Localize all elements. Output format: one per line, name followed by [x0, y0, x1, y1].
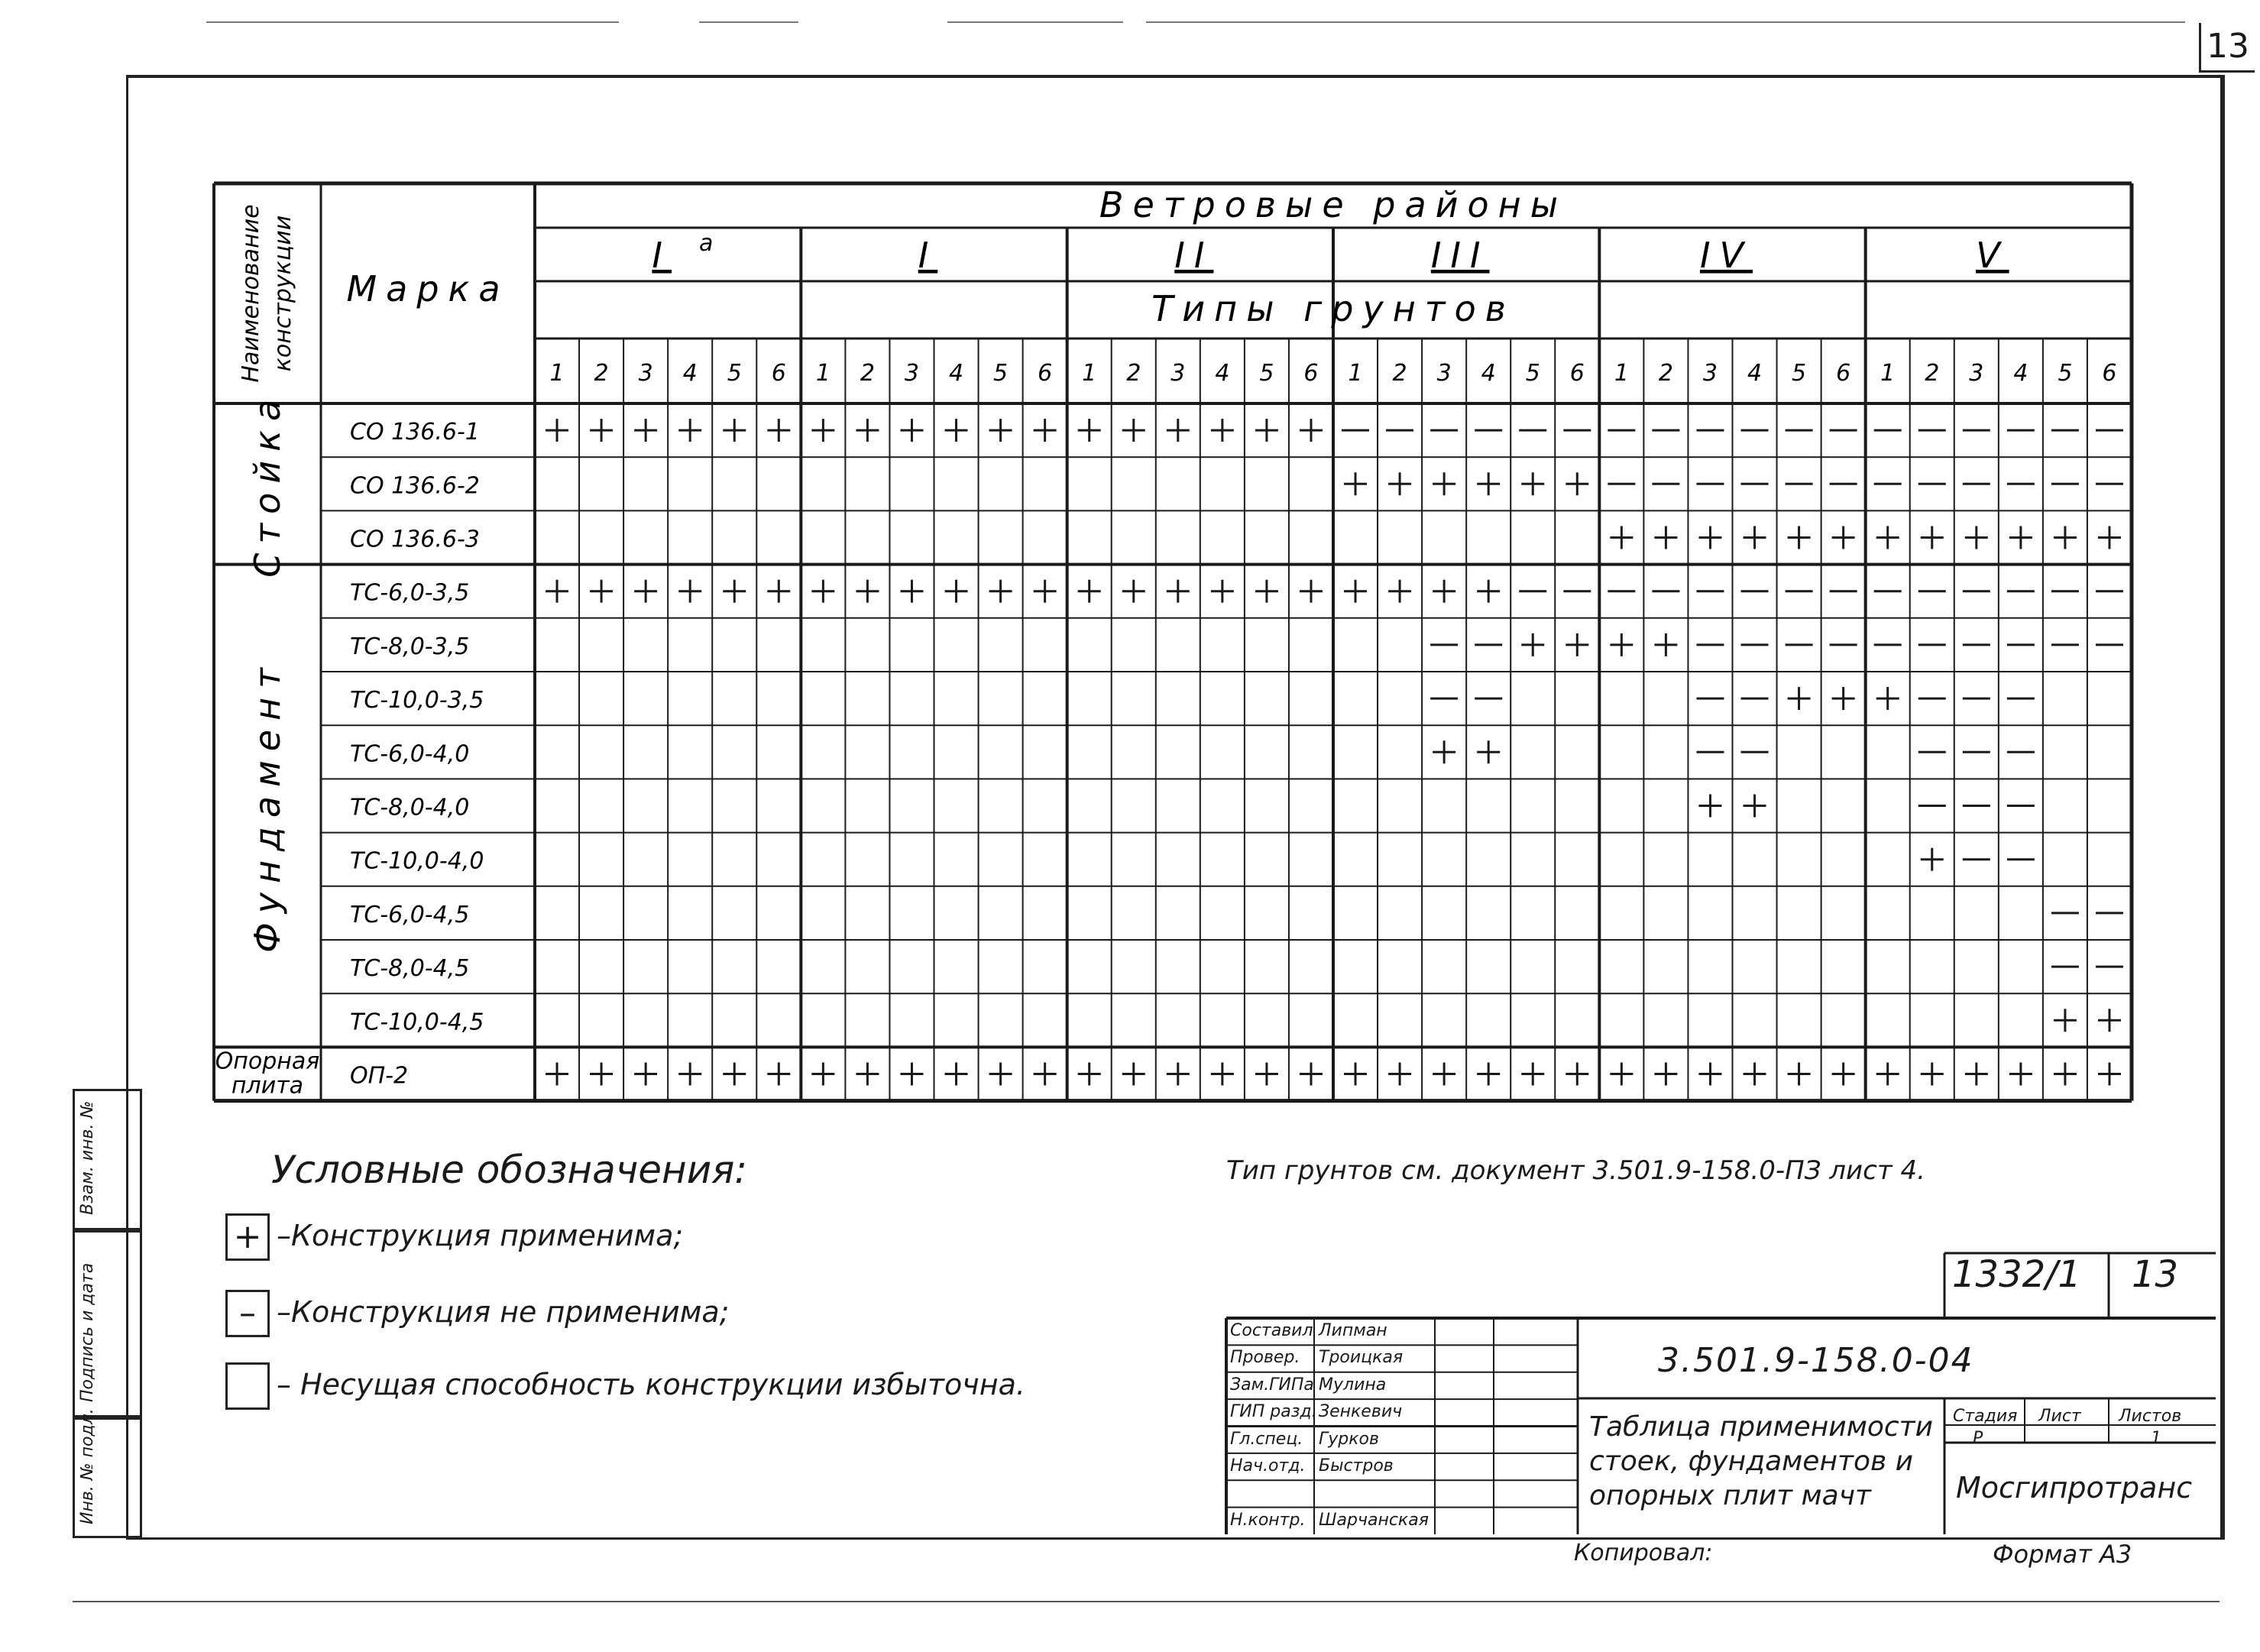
- soil-type-number: 5: [2058, 360, 2073, 387]
- sheets-label: Листов: [2119, 1407, 2182, 1426]
- soil-type-number: 1: [1880, 360, 1896, 387]
- group-name-line: Фундамент: [247, 659, 288, 953]
- header-soil-types: Типы грунтов: [1151, 288, 1515, 329]
- soil-type-number: 4: [1747, 360, 1763, 387]
- row-marka: ТС-8,0-4,5: [350, 955, 470, 983]
- soil-type-number: 4: [1481, 360, 1496, 387]
- soil-type-number: 1: [815, 360, 831, 387]
- side-label-replacement: Взам. инв. №: [78, 1100, 97, 1215]
- soil-type-number: 6: [1038, 360, 1053, 387]
- row-marka: ТС-8,0-3,5: [350, 633, 470, 660]
- soil-type-number: 6: [1569, 360, 1585, 387]
- legend-minus-text: –Конструкция не применима;: [277, 1295, 730, 1329]
- copied-by: Копировал:: [1574, 1540, 1713, 1566]
- title-block-name: Липман: [1319, 1321, 1387, 1340]
- legend-empty-text: – Несущая способность конструкции избыточна.: [277, 1368, 1025, 1401]
- side-label-signature: Подпись и дата: [78, 1262, 97, 1402]
- group-name-line: Опорная: [215, 1048, 320, 1075]
- title-block-name: Мулина: [1319, 1375, 1387, 1394]
- header-wind-regions: Ветровые районы: [1099, 184, 1568, 225]
- row-marka: СО 136.6-3: [350, 526, 480, 553]
- soil-type-number: 5: [1792, 360, 1807, 387]
- wind-region-label: V: [1976, 235, 2009, 276]
- soil-type-number: 4: [948, 360, 964, 387]
- drawing-title-line: Таблица применимости: [1589, 1411, 1934, 1443]
- soil-type-number: 4: [1215, 360, 1230, 387]
- soil-type-number: 3: [1436, 360, 1452, 387]
- header-marka: Марка: [346, 268, 510, 309]
- group-name-line: Стойка: [247, 390, 288, 578]
- title-block-role: Н.контр.: [1230, 1510, 1306, 1530]
- soil-type-note: Тип грунтов см. документ 3.501.9-158.0-ПЗ лист 4.: [1226, 1155, 1925, 1186]
- soil-type-number: 1: [1082, 360, 1097, 387]
- soil-type-number: 3: [1702, 360, 1718, 387]
- stage-value: Р: [1973, 1429, 1983, 1448]
- page-number: 13: [2199, 23, 2255, 73]
- soil-type-number: 1: [549, 360, 565, 387]
- row-marka: ТС-6,0-3,5: [350, 579, 470, 607]
- title-block-role: Зам.ГИПа: [1230, 1375, 1314, 1394]
- soil-type-number: 3: [638, 360, 653, 387]
- drawing-title: [1589, 1410, 1933, 1513]
- soil-type-number: 5: [727, 360, 742, 387]
- wind-region-label: I: [652, 235, 672, 276]
- title-block-role: Гл.спец.: [1230, 1429, 1303, 1449]
- soil-type-number: 3: [1170, 360, 1186, 387]
- header-construction-name-line: конструкции: [270, 215, 296, 372]
- wind-region-label: I: [918, 235, 938, 276]
- soil-type-number: 3: [1969, 360, 1984, 387]
- soil-type-number: 6: [1303, 360, 1319, 387]
- drawing-title-line: опорных плит мачт: [1589, 1480, 1871, 1511]
- title-block-name: Троицкая: [1319, 1348, 1404, 1368]
- document-code: 3.501.9-158.0-04: [1658, 1341, 1974, 1380]
- title-block-role: Составил: [1230, 1321, 1313, 1340]
- soil-type-number: 4: [2013, 360, 2028, 387]
- sheet-format: Формат А3: [1993, 1540, 2132, 1569]
- row-marka: СО 136.6-1: [350, 419, 480, 446]
- inventory-number: 1332/1: [1952, 1253, 2081, 1296]
- legend-plus-text: –Конструкция применима;: [277, 1219, 684, 1252]
- title-block-role: ГИП разд.: [1230, 1402, 1317, 1422]
- title-block-role: Провер.: [1230, 1348, 1300, 1368]
- soil-type-number: 5: [1259, 360, 1274, 387]
- row-marka: ТС-10,0-3,5: [350, 687, 484, 714]
- sheet-label: Лист: [2038, 1407, 2081, 1426]
- title-block-name: Шарчанская: [1319, 1510, 1429, 1530]
- wind-region-label: IV: [1699, 235, 1753, 276]
- soil-type-number: 2: [1392, 360, 1407, 387]
- row-marka: ТС-10,0-4,5: [350, 1009, 484, 1036]
- legend-title: Условные обозначения:: [271, 1148, 748, 1192]
- wind-region-superscript: а: [698, 230, 714, 257]
- soil-type-number: 2: [1658, 360, 1673, 387]
- group-name-line: плита: [231, 1072, 304, 1100]
- legend-plus-box: +: [225, 1213, 270, 1261]
- wind-region-label: III: [1430, 235, 1490, 276]
- soil-type-number: 2: [1126, 360, 1141, 387]
- title-block-name: Быстров: [1319, 1456, 1394, 1475]
- soil-type-number: 5: [1525, 360, 1540, 387]
- legend-minus-box: –: [225, 1290, 270, 1337]
- row-marka: ОП-2: [350, 1062, 409, 1090]
- soil-type-number: 1: [1348, 360, 1363, 387]
- soil-type-number: 2: [860, 360, 875, 387]
- drawing-title-line: стоек, фундаментов и: [1589, 1446, 1914, 1477]
- soil-type-number: 5: [993, 360, 1009, 387]
- organization: Мосгипротранс: [1956, 1471, 2193, 1505]
- header-construction-name-line: Наименование: [238, 204, 264, 383]
- sheet-corner-number: 13: [2132, 1253, 2179, 1296]
- soil-type-number: 6: [771, 360, 786, 387]
- wind-region-label: II: [1174, 235, 1214, 276]
- side-label-inventory: Инв. № подл.: [78, 1408, 97, 1524]
- soil-type-number: 2: [594, 360, 609, 387]
- soil-type-number: 4: [682, 360, 698, 387]
- title-block-name: Зенкевич: [1319, 1402, 1403, 1422]
- soil-type-number: 6: [1836, 360, 1851, 387]
- row-marka: ТС-6,0-4,5: [350, 901, 470, 928]
- soil-type-number: 2: [1925, 360, 1940, 387]
- row-marka: СО 136.6-2: [350, 472, 480, 500]
- row-marka: ТС-8,0-4,0: [350, 794, 470, 821]
- row-marka: ТС-6,0-4,0: [350, 740, 470, 768]
- soil-type-number: 1: [1614, 360, 1629, 387]
- soil-type-number: 6: [2102, 360, 2117, 387]
- title-block-role: Нач.отд.: [1230, 1456, 1306, 1475]
- stage-label: Стадия: [1953, 1407, 2018, 1426]
- row-marka: ТС-10,0-4,0: [350, 847, 484, 875]
- soil-type-number: 3: [904, 360, 920, 387]
- title-block-name: Гурков: [1319, 1429, 1379, 1449]
- sheets-value: 1: [2151, 1429, 2161, 1448]
